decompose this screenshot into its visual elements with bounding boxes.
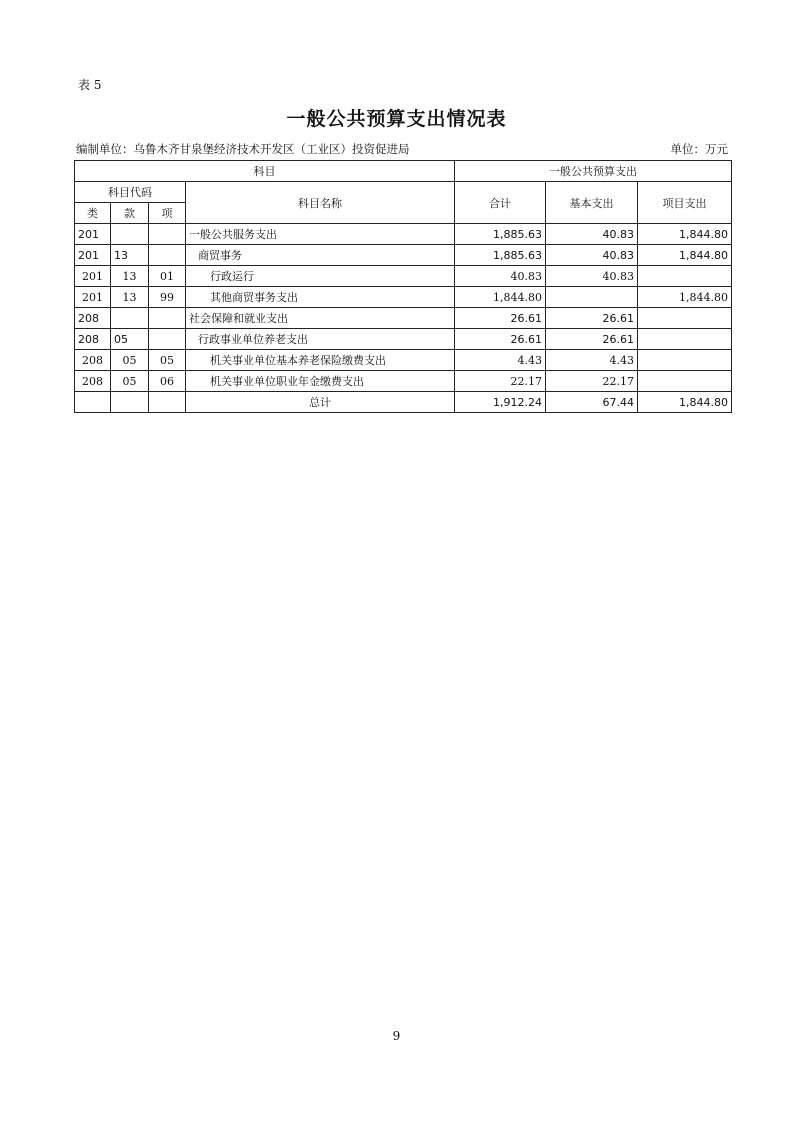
cell-kuan (111, 224, 149, 245)
page-number: 9 (392, 1029, 401, 1043)
cell-basic: 4.43 (546, 350, 638, 371)
cell-xiang (149, 245, 186, 266)
header-total: 合计 (455, 182, 546, 224)
cell-xiang (149, 308, 186, 329)
cell-total: 26.61 (455, 329, 546, 350)
cell-xiang: 01 (149, 266, 186, 287)
cell-total: 1,885.63 (455, 245, 546, 266)
table-row (75, 350, 732, 371)
cell-xiang: 05 (149, 350, 186, 371)
cell-project (638, 308, 732, 329)
cell-basic: 40.83 (546, 245, 638, 266)
budget-table (74, 160, 732, 413)
cell-project: 1,844.80 (638, 224, 732, 245)
cell-total: 1,844.80 (455, 287, 546, 308)
cell-project (638, 350, 732, 371)
unit-label: 单位：万元 (670, 142, 728, 156)
cell-name: 机关事业单位基本养老保险缴费支出 (186, 350, 455, 371)
cell-lei: 208 (75, 371, 111, 392)
cell-kuan: 13 (111, 245, 149, 266)
cell-total: 26.61 (455, 308, 546, 329)
total-project: 1,844.80 (638, 392, 732, 413)
total-row (75, 392, 732, 413)
cell-project (638, 266, 732, 287)
cell-name: 商贸事务 (186, 245, 455, 266)
header-project: 项目支出 (638, 182, 732, 224)
table-row (75, 245, 732, 266)
organization-label: 编制单位：乌鲁木齐甘泉堡经济技术开发区（工业区）投资促进局 (76, 142, 410, 156)
cell-total: 22.17 (455, 371, 546, 392)
cell-project (638, 329, 732, 350)
cell-lei: 208 (75, 329, 111, 350)
cell-basic: 26.61 (546, 329, 638, 350)
cell-basic: 40.83 (546, 224, 638, 245)
cell-lei: 201 (75, 224, 111, 245)
total-basic: 67.44 (546, 392, 638, 413)
header-basic: 基本支出 (546, 182, 638, 224)
header-xiang: 项 (149, 203, 186, 224)
cell-kuan: 05 (111, 329, 149, 350)
table-body (75, 224, 732, 413)
header-budget-group: 一般公共预算支出 (455, 161, 732, 182)
header-lei: 类 (75, 203, 111, 224)
cell-basic: 40.83 (546, 266, 638, 287)
header-subject: 科目 (75, 161, 455, 182)
cell-kuan: 05 (111, 350, 149, 371)
cell-xiang: 06 (149, 371, 186, 392)
cell-total: 4.43 (455, 350, 546, 371)
cell-lei: 201 (75, 245, 111, 266)
cell-empty (149, 392, 186, 413)
cell-name: 机关事业单位职业年金缴费支出 (186, 371, 455, 392)
header-subject-name: 科目名称 (186, 182, 455, 224)
cell-kuan: 13 (111, 266, 149, 287)
header-kuan: 款 (111, 203, 149, 224)
cell-project: 1,844.80 (638, 245, 732, 266)
header-code-group: 科目代码 (75, 182, 186, 203)
table-row (75, 371, 732, 392)
cell-basic: 22.17 (546, 371, 638, 392)
table-row (75, 287, 732, 308)
cell-xiang (149, 329, 186, 350)
table-row (75, 266, 732, 287)
cell-name: 其他商贸事务支出 (186, 287, 455, 308)
cell-empty (111, 392, 149, 413)
cell-lei: 201 (75, 287, 111, 308)
cell-xiang: 99 (149, 287, 186, 308)
table-row (75, 329, 732, 350)
total-sum: 1,912.24 (455, 392, 546, 413)
cell-basic: 26.61 (546, 308, 638, 329)
cell-name: 一般公共服务支出 (186, 224, 455, 245)
document-title: 一般公共预算支出情况表 (286, 108, 507, 130)
cell-lei: 208 (75, 350, 111, 371)
table-row (75, 224, 732, 245)
cell-xiang (149, 224, 186, 245)
cell-name: 社会保障和就业支出 (186, 308, 455, 329)
cell-name: 行政事业单位养老支出 (186, 329, 455, 350)
cell-project (638, 371, 732, 392)
cell-total: 1,885.63 (455, 224, 546, 245)
cell-name: 行政运行 (186, 266, 455, 287)
table-header (75, 161, 732, 224)
cell-lei: 201 (75, 266, 111, 287)
cell-basic (546, 287, 638, 308)
cell-project: 1,844.80 (638, 287, 732, 308)
cell-kuan (111, 308, 149, 329)
cell-kuan: 05 (111, 371, 149, 392)
cell-total: 40.83 (455, 266, 546, 287)
cell-lei: 208 (75, 308, 111, 329)
cell-kuan: 13 (111, 287, 149, 308)
cell-empty (75, 392, 111, 413)
table-number-label: 表 5 (78, 78, 102, 92)
table-row (75, 308, 732, 329)
total-label: 总计 (186, 392, 455, 413)
